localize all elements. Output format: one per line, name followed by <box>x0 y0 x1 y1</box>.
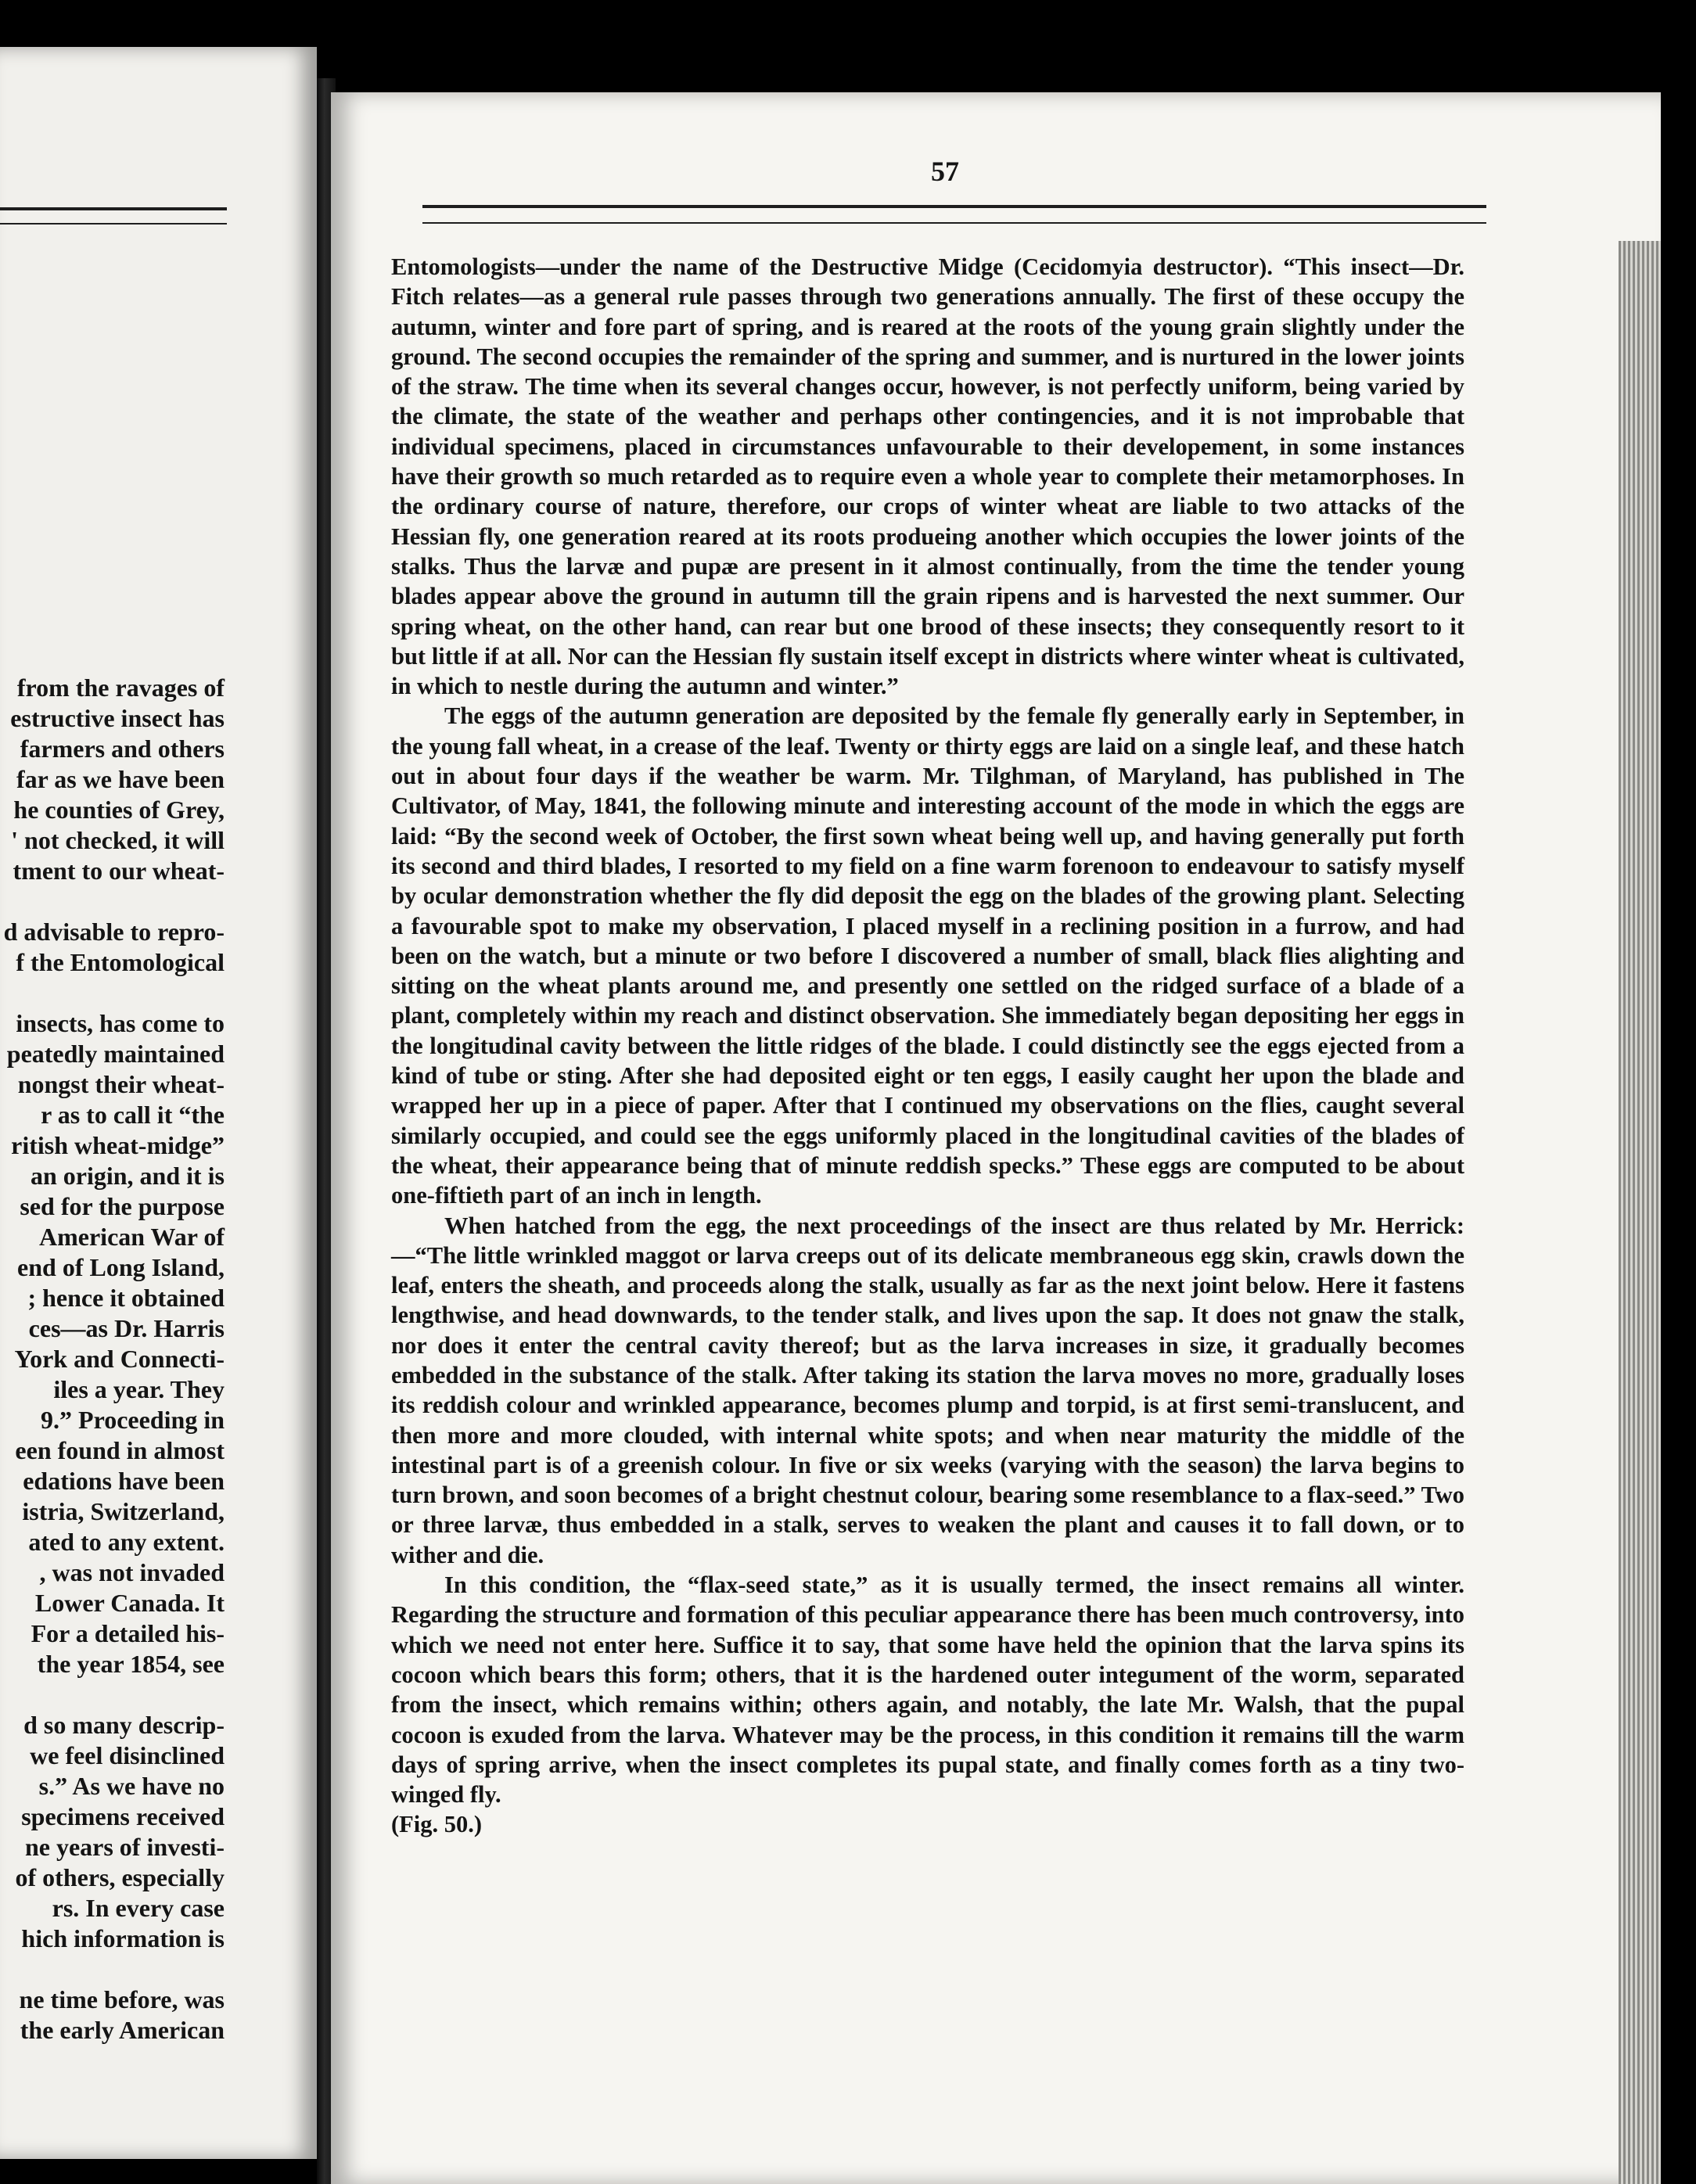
left-page-line: sed for the purpose <box>20 1192 225 1220</box>
paragraph-4: In this condition, the “flax-seed state,” as it is usually termed, the insect remains all winter. Regarding the structure and formation of this peculiar appearance there has been much controversy, into which we need not enter here. Suffice it to say, that some have held the opinion that the larva spins its cocoon which bears this form; others, that it is the hardened outer integument of the worm, separated from the insect, which remains within; others again, and notably, the late Mr. Walsh, that the pupal cocoon is exuded from the larva. Whatever may be the process, in this condition it remains till the warm days of spring arrive, when the insect completes its pupal state, and finally comes forth as a tiny two-winged fly. <box>391 1572 1464 1809</box>
left-page-line: d so many descrip- <box>23 1711 225 1739</box>
page-number: 57 <box>931 156 959 187</box>
left-page-line <box>0 886 225 917</box>
left-page-line: we feel disinclined <box>30 1741 225 1769</box>
left-page-line: ritish wheat-midge” <box>11 1131 225 1159</box>
paragraph-3: When hatched from the egg, the next proceedings of the insect are thus related by Mr. Herrick:—“The little wrinkled maggot or larva creeps out of its delicate membraneous egg skin, crawls down the leaf, enters the sheath, and proceeds along the stalk, usually as far as the next joint below. Here it fastens lengthwise, and head downwards, to the tender stalk, and lives upon the sap. It does not gnaw the stalk, nor does it enter the central cavity thereof; but as the larva increases in size, it gradually becomes embedded in the substance of the stalk. After taking its station the larva moves no more, gradually loses its reddish colour and wrinkled appearance, becomes plump and torpid, is at first semi-translucent, and then more and more clouded, with internal white spots; and when near maturity the middle of the intestinal part is of a greenish colour. In five or six weeks (varying with the season) the larva begins to turn brown, and soon becomes of a bright chestnut colour, bearing some resemblance to a flax-seed.” Two or three larvæ, thus embedded in a stalk, serves to weaken the plant and causes it to fall down, or to wither and die. <box>391 1212 1464 1568</box>
left-page-line: farmers and others <box>20 735 225 763</box>
left-page-line: estructive insect has <box>10 704 225 732</box>
header-rule <box>422 205 1486 224</box>
left-page-line: York and Connecti- <box>14 1345 225 1373</box>
left-page-line: iles a year. They <box>53 1375 225 1403</box>
left-page-line: 9.” Proceeding in <box>41 1406 225 1434</box>
left-page-line: een found in almost <box>15 1436 225 1464</box>
left-page-line: d advisable to repro- <box>3 918 225 946</box>
left-page-line: ' not checked, it will <box>11 826 225 854</box>
left-page-line: edations have been <box>23 1467 225 1495</box>
left-page-line: istria, Switzerland, <box>22 1497 225 1525</box>
left-page-line: far as we have been <box>16 765 225 793</box>
left-page-line: end of Long Island, <box>17 1253 225 1281</box>
left-page-line <box>0 1679 225 1710</box>
left-page-line: tment to our wheat- <box>13 857 225 885</box>
left-page-line: ated to any extent. <box>28 1528 225 1556</box>
left-page-line <box>0 978 225 1008</box>
right-page-body-text <box>391 252 1464 1840</box>
paragraph-2: The eggs of the autumn generation are deposited by the female fly generally early in September, in the young fall wheat, in a crease of the leaf. Twenty or thirty eggs are laid on a single leaf, and these hatch out in about four days if the weather be warm. Mr. Tilghman, of Maryland, has published in The Cultivator, of May, 1841, the following minute and interesting account of the mode in which the eggs are laid: “By the second week of October, the first sown wheat being well up, and having generally put forth its second and third blades, I resorted to my field on a fine warm forenoon to endeavour to satisfy myself by ocular demonstration whether the fly did deposit the egg on the blades of the growing plant. Selecting a favourable spot to make my observation, I placed myself in a reclining position in a furrow, and had been on the watch, but a minute or two before I discovered a number of small, black flies alighting and sitting on the wheat plants around me, and presently one settled on the ridged surface of a blade of a plant, completely within my reach and distinct observation. She immediately began depositing her eggs in the longitudinal cavity between the little ridges of the blade. I could distinctly see the eggs ejected from a kind of tube or sting. After she had deposited eight or ten eggs, I easily caught her upon the blade and wrapped her up in a piece of paper. After that I continued my observations on the flies, caught several similarly occupied, and could see the eggs uniformly placed in the longitudinal cavities of the blades of the wheat, their appearance being that of minute reddish specks.” These eggs are computed to be about one-fiftieth part of an inch in length. <box>391 702 1464 1209</box>
left-page-line: ces—as Dr. Harris <box>28 1314 225 1342</box>
left-page-line: the early American <box>20 2016 225 2044</box>
left-page-text-column <box>0 673 225 2046</box>
left-page-line: American War of <box>39 1223 225 1251</box>
left-page-line: he counties of Grey, <box>13 796 225 824</box>
paragraph-1: Entomologists—under the name of the Destructive Midge (Cecidomyia destructor). “This insect—Dr. Fitch relates—as a general rule passes through two generations annually. The first of these occupy the autumn, winter and fore part of spring, and is reared at the roots of the young grain slightly under the ground. The second occupies the remainder of the spring and summer, and is nurtured in the lower joints of the straw. The time when its several changes occur, however, is not perfectly uniform, being varied by the climate, the state of the weather and perhaps other contingencies, and it is not improbable that individual specimens, placed in circumstances unfavourable to their developement, in some instances have their growth so much retarded as to require even a whole year to complete their metamorphoses. In the ordinary course of nature, therefore, our crops of winter wheat are liable to two attacks of the Hessian fly, one generation reared at its roots produeing another which occupies the lower joints of the stalks. Thus the larvæ and pupæ are present in it almost continually, from the time the tender young blades appear above the ground in autumn till the grain ripens and is harvested the next summer. Our spring wheat, on the other hand, can rear but one brood of these insects; they consequently resort to it but little if at all. Nor can the Hessian fly sustain itself except in districts where winter wheat is cultivated, in which to nestle during the autumn and winter.” <box>391 253 1464 700</box>
left-page-header-rule <box>0 207 227 225</box>
left-page-line <box>0 1954 225 1985</box>
figure-reference: (Fig. 50.) <box>391 1811 483 1838</box>
left-page-line: peatedly maintained <box>6 1040 225 1068</box>
left-page <box>0 47 317 2159</box>
left-page-line: r as to call it “the <box>41 1101 225 1129</box>
left-page-line: insects, has come to <box>16 1009 225 1037</box>
left-page-line: rs. In every case <box>52 1894 225 1922</box>
left-page-line: nongst their wheat- <box>17 1070 225 1098</box>
left-page-line: ne time before, was <box>19 1985 225 2013</box>
left-page-line: from the ravages of <box>16 674 225 702</box>
left-page-line: specimens received <box>21 1802 225 1830</box>
left-page-line: For a detailed his- <box>31 1619 225 1647</box>
left-page-line: , was not invaded <box>39 1558 225 1586</box>
left-page-line: ne years of investi- <box>24 1833 225 1861</box>
left-page-line: an origin, and it is <box>30 1162 225 1190</box>
left-page-line: the year 1854, see <box>37 1650 225 1678</box>
left-page-line: Lower Canada. It <box>34 1589 225 1617</box>
left-page-line: s.” As we have no <box>38 1772 225 1800</box>
left-page-line: hich information is <box>21 1924 225 1952</box>
left-page-line: ; hence it obtained <box>27 1284 225 1312</box>
page-edges <box>1619 241 1661 2184</box>
left-page-line: of others, especially <box>15 1863 225 1891</box>
left-page-line: f the Entomological <box>16 948 225 976</box>
